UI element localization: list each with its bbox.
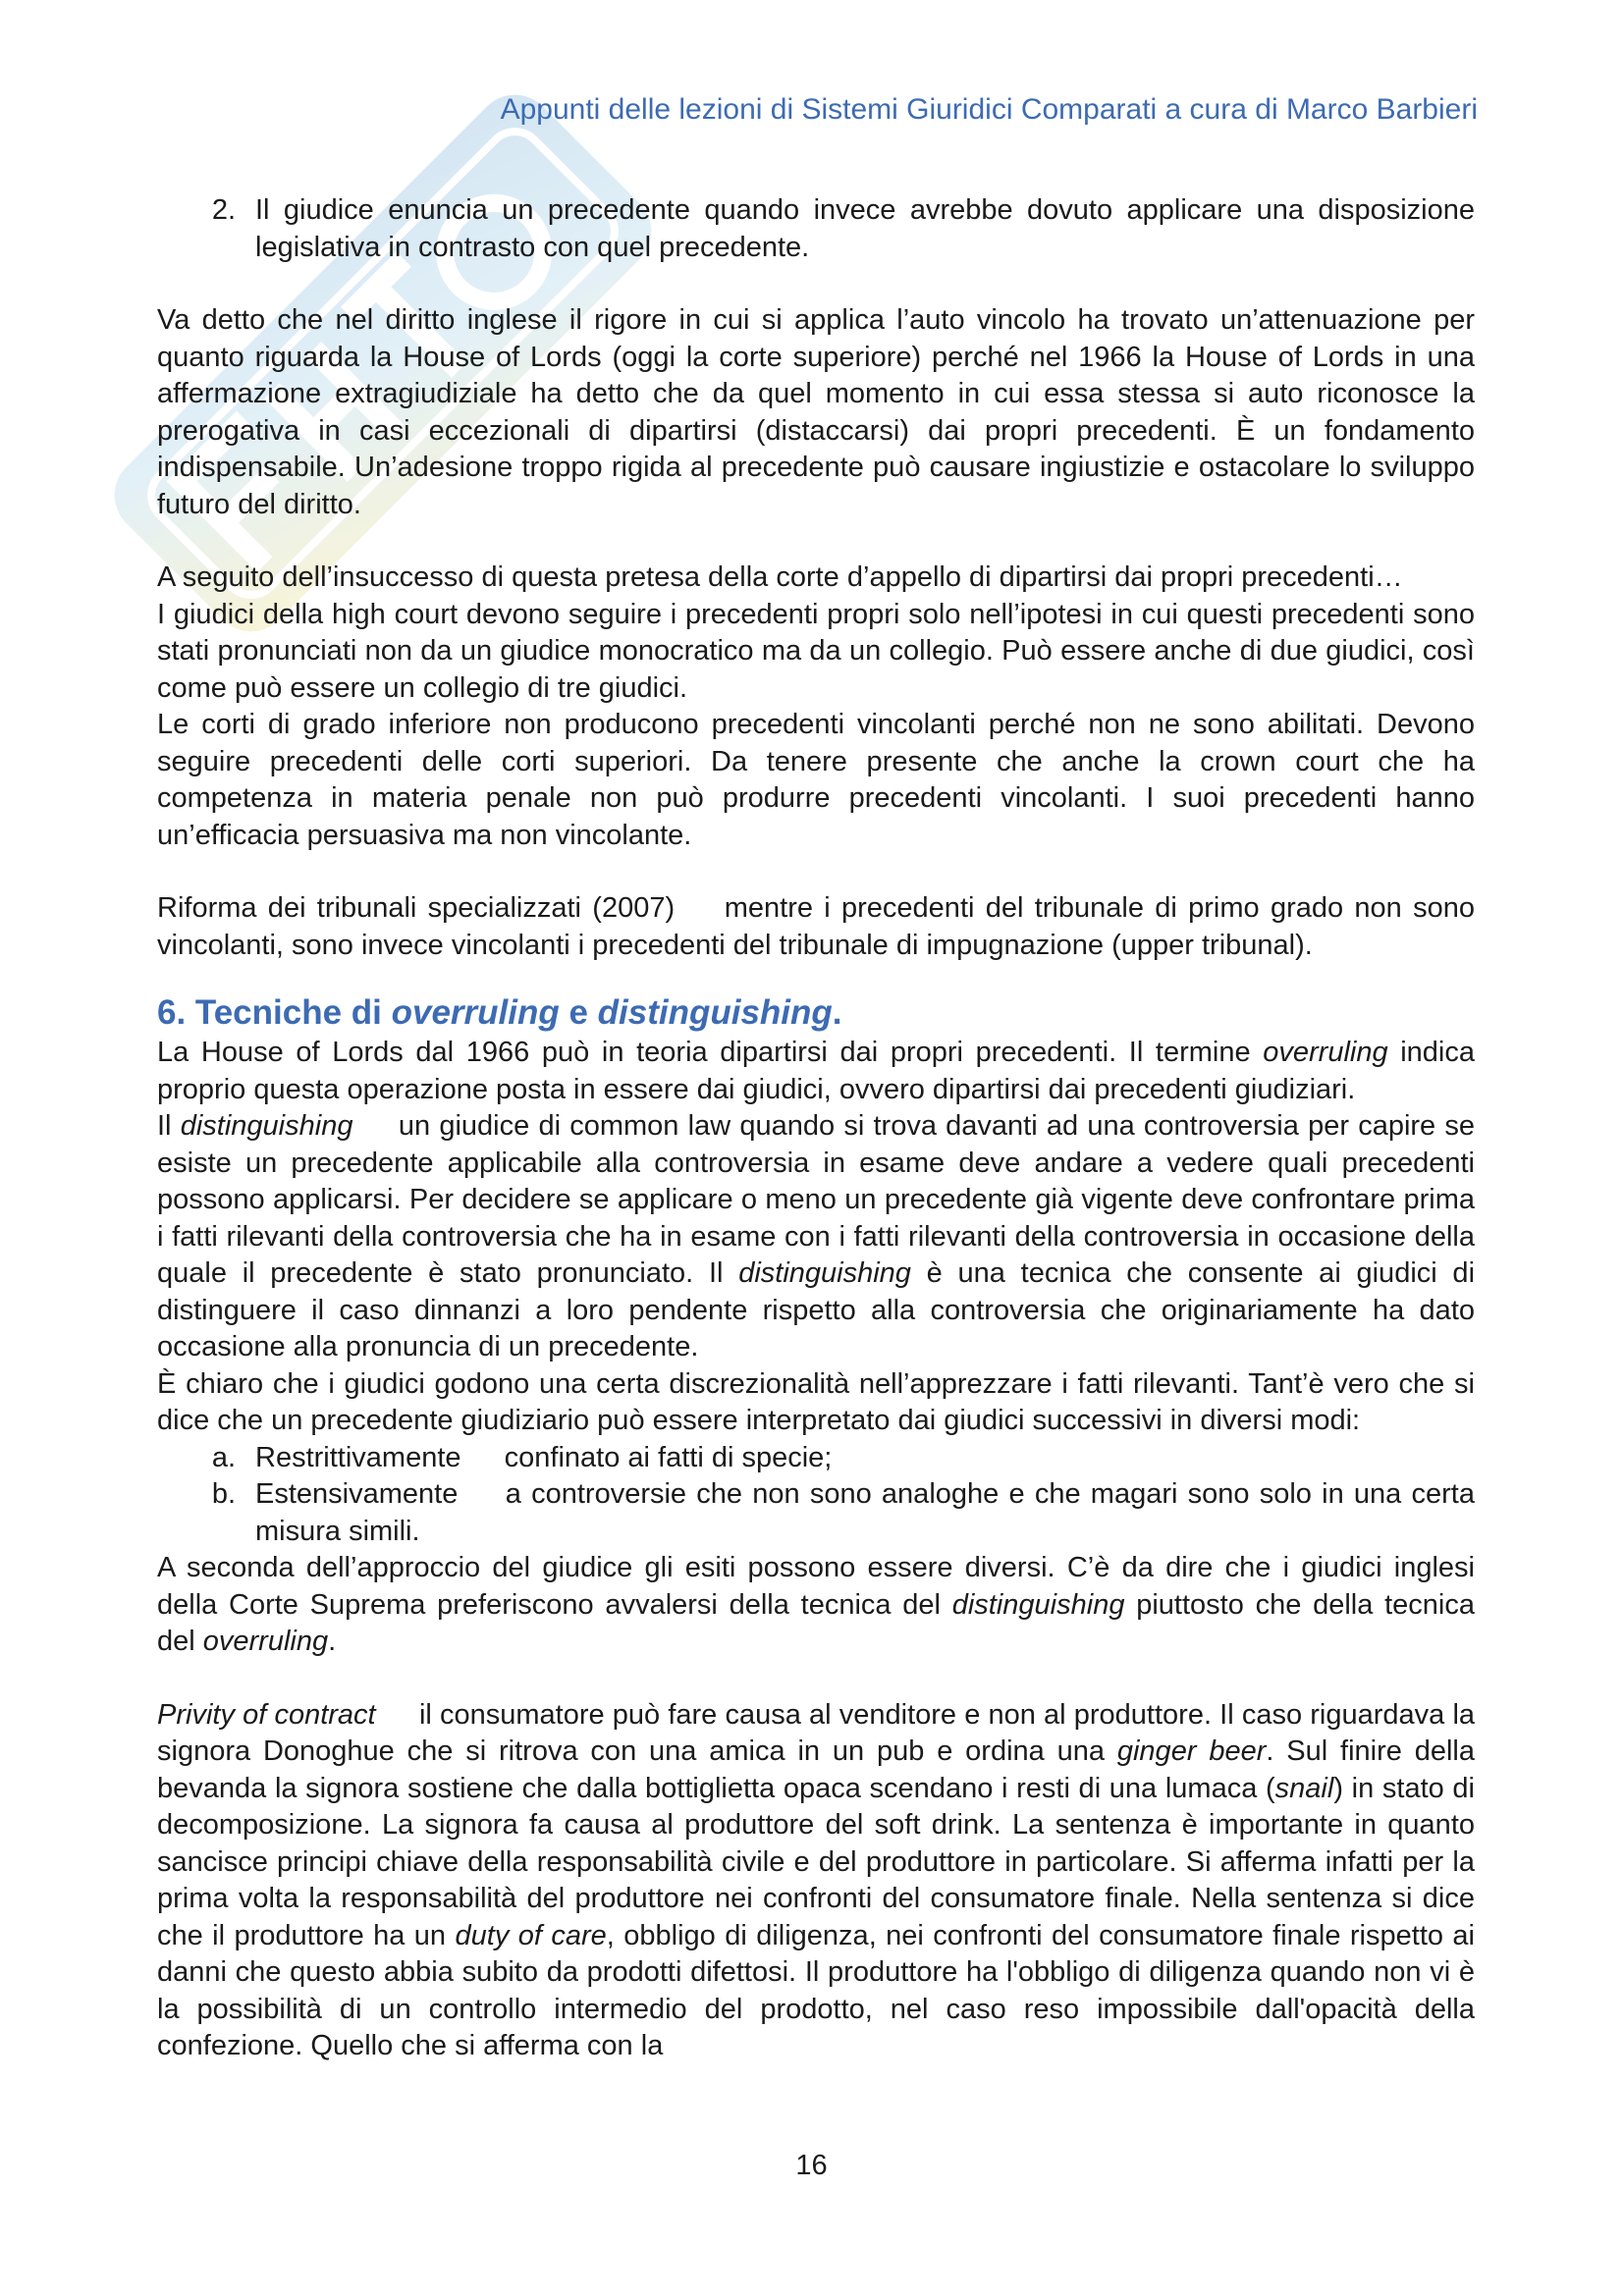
list-letter: a. [211,1441,236,1473]
paragraph: Va detto che nel diritto inglese il rigore in cui si applica l’auto vincolo ha trovato un’attenuazione per quanto riguarda la House of Lords (oggi la corte superiore) perché nel 1966 la House of Lords in una affermazione extragiudiziale ha detto che da quel momento in cui essa stessa si auto riconosce la prerogativa in casi eccezionali di dipartirsi (distaccarsi) dai propri precedenti. È un fondamento indispensabile. Un’adesione troppo rigida al precedente può causare ingiustizie e ostacolare lo sviluppo futuro del diritto. [157,304,1475,520]
reform-lead: Riforma dei tribunali specializzati (2007) [157,892,676,924]
list-item [157,192,1475,266]
list-text: Il giudice enuncia un precedente quando invece avrebbe dovuto applicare una disposizione legislativa in contrasto con quel precedente. [255,194,1475,263]
paragraph: A seguito dell’insuccesso di questa pretesa della corte d’appello di dipartirsi dai propri precedenti… [157,561,1403,593]
paragraph: I giudici della high court devono seguire i precedenti propri solo nell’ipotesi in cui questi precedenti sono stati pronunciati non da un giudice monocratico ma da un collegio. Può essere anche di due giudici, così come può essere un collegio di tre giudici. [157,598,1475,704]
paragraph: Il distinguishing un giudice di common law quando si trova davanti ad una controversia per capire se esiste un precedente applicabile alla controversia in esame deve andare a vedere quali precedenti possono applicarsi. Per decidere se applicare o meno un precedente già vigente deve confrontare prima i fatti rilevanti della controversia che ha in esame con i fatti rilevanti della controversia in occasione della quale il precedente è stato pronunciato. Il distinguishing è una tecnica che consente ai giudici di distinguere il caso dinnanzi a loro pendente rispetto alla controversia che originariamente ha dato occasione alla pronuncia di un precedente. [157,1110,1476,1362]
paragraph [157,890,1475,964]
list-text: Restrittivamente confinato ai fatti di specie; [255,1441,833,1473]
list-item [157,1476,1475,1550]
list-number: 2. [211,194,236,226]
reform-text: mentre i precedenti del tribunale di primo grado non sono vincolanti, sono invece vincolanti i precedenti del tribunale di impugnazione (upper tribunal). [157,892,1475,961]
paragraph: Privity of contract il consumatore può fare causa al venditore e non al produttore. Il caso riguardava la signora Donoghue che si ritrova con una amica in un pub e ordina una ginger beer. Sul finire della bevanda la signora sostiene che dalla bottiglietta opaca scendano i resti di una lumaca (snail) in stato di decomposizione. La signora fa causa al produttore del soft drink. La sentenza è importante in quanto sancisce principi chiave della responsabilità civile e del produttore in particolare. Si afferma infatti per la prima volta la responsabilità del produttore nei confronti del consumatore finale. Nella sentenza si dice che il produttore ha un duty of care, obbligo di diligenza, nei confronti del consumatore finale rispetto ai danni che questo abbia subito da prodotti difettosi. Il produttore ha l'obbligo di diligenza quando non vi è la possibilità di un controllo intermedio del prodotto, nel caso reso impossibile dall'opacità della confezione. Quello che si afferma con la [157,1698,1476,2061]
page-number: 16 [795,2150,828,2181]
list-item [157,1440,1475,1477]
paragraph: A seconda dell’approccio del giudice gli esiti possono essere diversi. C’è da dire che i giudici inglesi della Corte Suprema preferiscono avvalersi della tecnica del distinguishing piuttosto che della tecnica del overruling. [157,1552,1475,1657]
list-letter: b. [211,1478,236,1510]
paragraph: Le corti di grado inferiore non producono precedenti vincolanti perché non ne sono abilitati. Devono seguire precedenti delle corti superiori. Da tenere presente che anche la crown court che ha competenza in materia penale non può produrre precedenti vincolanti. I suoi precedenti hanno un’efficacia persuasiva ma non vincolante. [157,709,1475,851]
paragraph: La House of Lords dal 1966 può in teoria dipartirsi dai propri precedenti. Il termine overruling indica proprio questa operazione posta in essere dai giudici, ovvero dipartirsi dai precedenti giudiziari. [157,1037,1476,1105]
list-text: Estensivamente a controversie che non sono analoghe e che magari sono solo in una certa misura simili. [255,1478,1475,1547]
running-header: Appunti delle lezioni di Sistemi Giuridici Comparati a cura di Marco Barbieri [500,93,1478,126]
paragraph: È chiaro che i giudici godono una certa discrezionalità nell’apprezzare i fatti rilevanti. Tant’è vero che si dice che un precedente giudiziario può essere interpretato dai giudici successivi in diversi modi: [157,1367,1475,1436]
section-heading: 6. Tecniche di overruling e distinguishing. [157,993,842,1032]
body-text [157,192,1475,2065]
